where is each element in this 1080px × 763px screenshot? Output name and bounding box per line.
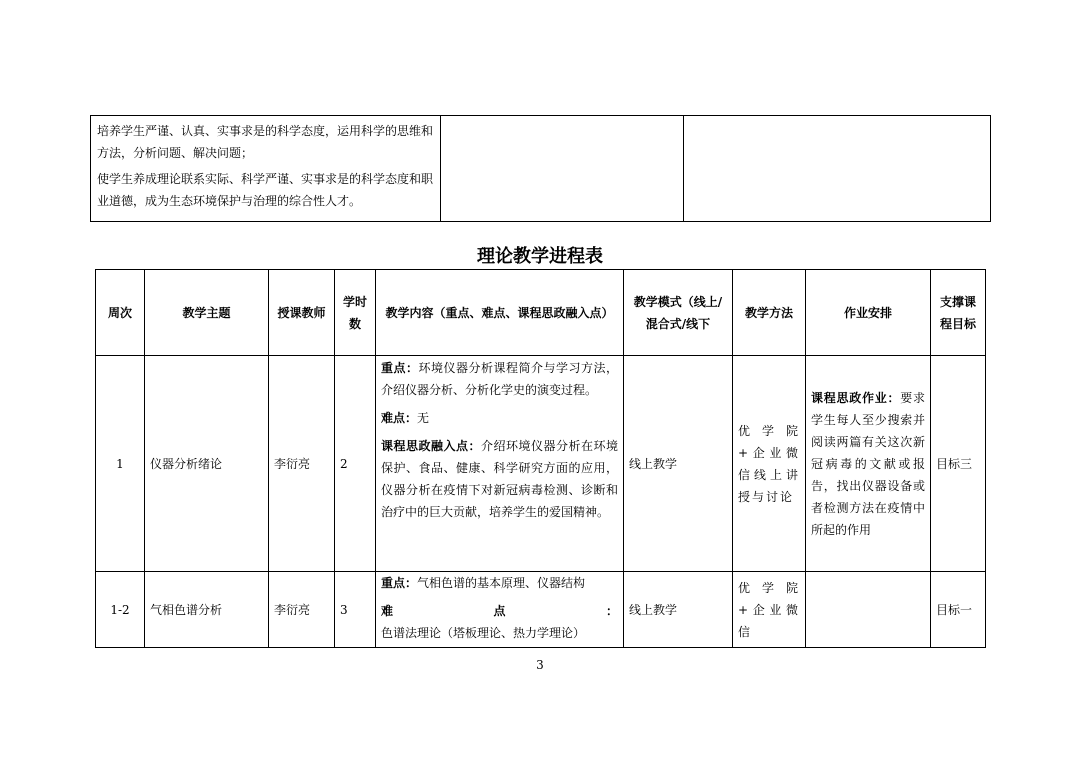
topic-cell: 仪器分析绪论 [145, 356, 269, 572]
empty-cell-right [684, 116, 991, 222]
content-cell [376, 572, 624, 648]
page-title: 理论教学进程表 [477, 246, 603, 267]
carry-over-table [90, 115, 991, 222]
teacher-cell: 李衍亮 [269, 356, 335, 572]
mode-cell: 线上教学 [624, 572, 733, 648]
difficult-point: 难点：色谱法理论（塔板理论、热力学理论） [381, 604, 618, 640]
method-cell: 优学院+企业微信线上讲授与讨论 [733, 356, 806, 572]
homework-cell [806, 356, 931, 572]
empty-cell-middle [441, 116, 684, 222]
header-method: 教学方法 [733, 270, 806, 356]
header-hours: 学时数 [335, 270, 376, 356]
hours-cell: 3 [335, 572, 376, 648]
page-number: 3 [536, 658, 544, 672]
method-cell: 优学院+企业微信 [733, 572, 806, 648]
header-goal: 支撑课程目标 [931, 270, 986, 356]
content-cell [376, 356, 624, 572]
week-cell: 1-2 [96, 572, 145, 648]
homework-label: 课程思政作业： [811, 390, 901, 405]
table-row [96, 356, 986, 572]
difficult-point: 难点：无 [381, 411, 430, 425]
objective-paragraph-2: 使学生养成理论联系实际、科学严谨、实事求是的科学态度和职业道德，成为生态环境保护与治理的综合性人才。 [97, 172, 434, 208]
header-content: 教学内容（重点、难点、课程思政融入点） [376, 270, 624, 356]
schedule-table [95, 269, 986, 648]
header-homework: 作业安排 [806, 270, 931, 356]
header-mode: 教学模式（线上/混合式/线下 [624, 270, 733, 356]
ideology-point: 课程思政融入点：介绍环境仪器分析在环境保护、食品、健康、科学研究方面的应用，仪器分析在疫情下对新冠病毒检测、诊断和治疗中的巨大贡献，培养学生的爱国精神。 [381, 439, 618, 519]
objective-paragraph-1: 培养学生严谨、认真、实事求是的科学态度，运用科学的思维和方法，分析问题、解决问题； [97, 124, 434, 160]
mode-cell: 线上教学 [624, 356, 733, 572]
objectives-cell [91, 116, 441, 222]
header-row [96, 270, 986, 356]
key-point: 重点：气相色谱的基本原理、仪器结构 [381, 576, 586, 590]
topic-cell: 气相色谱分析 [145, 572, 269, 648]
week-cell: 1 [96, 356, 145, 572]
homework-cell [806, 572, 931, 648]
teacher-cell: 李衍亮 [269, 572, 335, 648]
table-row [96, 572, 986, 648]
key-point: 重点：环境仪器分析课程简介与学习方法，介绍仪器分析、分析化学史的演变过程。 [381, 361, 618, 397]
goal-cell: 目标三 [931, 356, 986, 572]
goal-cell: 目标一 [931, 572, 986, 648]
header-topic: 教学主题 [145, 270, 269, 356]
header-week: 周次 [96, 270, 145, 356]
hours-cell: 2 [335, 356, 376, 572]
header-teacher: 授课教师 [269, 270, 335, 356]
homework-text: 要求学生每人至少搜索并阅读两篇有关这次新冠病毒的文献或报告，找出仪器设备或者检测方法在疫情中所起的作用 [811, 390, 925, 537]
